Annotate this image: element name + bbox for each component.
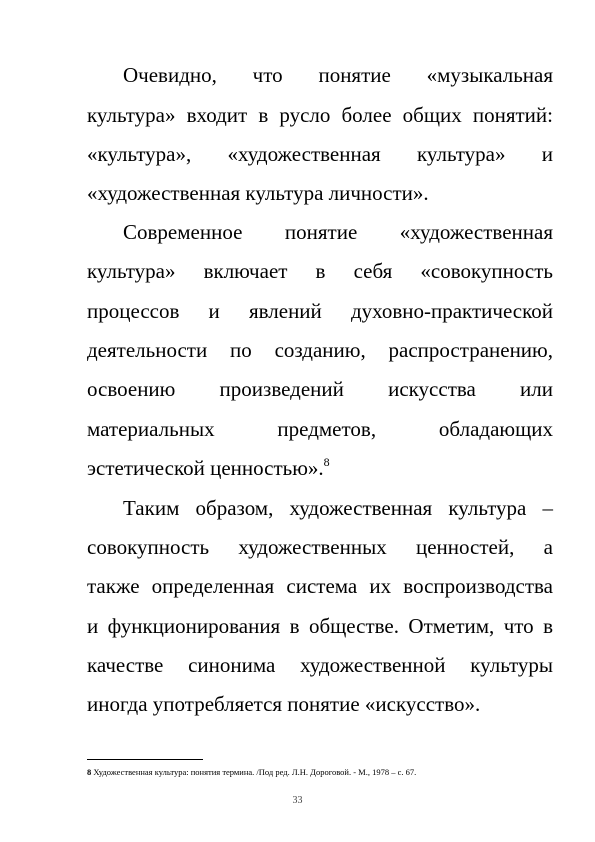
page-number: 33 — [292, 795, 303, 806]
paragraph-2-line-5: освоению произведений искусства или — [87, 377, 553, 401]
paragraph-2-line-6: материальных предметов, обладающих — [87, 417, 553, 441]
paragraph-2-line-7 — [87, 455, 553, 481]
paragraph-3-line-5: качестве синонима художественной культуры — [87, 653, 553, 677]
paragraph-1-line-2: культура» входит в русло более общих понятий: — [87, 103, 553, 127]
paragraph-3-line-1: Таким образом, художественная культура – — [123, 496, 553, 520]
paragraph-2-line-2: культура» включает в себя «совокупность — [87, 259, 553, 283]
footnote-separator — [87, 759, 203, 760]
paragraph-2-line-7-text: эстетической ценностью». — [87, 456, 324, 480]
paragraph-2-line-3: процессов и явлений духовно-практической — [87, 299, 553, 323]
paragraph-2-line-1: Современное понятие «художественная — [123, 220, 553, 244]
paragraph-1-line-4: «художественная культура личности». — [87, 181, 429, 205]
paragraph-3-line-2: совокупность художественных ценностей, а — [87, 535, 553, 559]
footnote-reference: 8 — [323, 455, 330, 469]
footnote-number: 8 — [87, 767, 92, 777]
paragraph-2-line-4: деятельности по созданию, распространению, — [87, 338, 553, 362]
paragraph-3-line-3: также определенная система их воспроизводства — [87, 574, 553, 598]
paragraph-1-line-1: Очевидно, что понятие «музыкальная — [123, 63, 553, 87]
footnote — [87, 767, 416, 778]
paragraph-3-line-6: иногда употребляется понятие «искусство». — [87, 692, 481, 716]
paragraph-3-line-4: и функционирования в обществе. Отметим, что в — [87, 614, 553, 638]
paragraph-1-line-3: «культура», «художественная культура» и — [87, 142, 553, 166]
footnote-text: Художественная культура: понятия термина. /Под ред. Л.Н. Дороговой. - М., 1978 – с. 67. — [93, 767, 417, 777]
